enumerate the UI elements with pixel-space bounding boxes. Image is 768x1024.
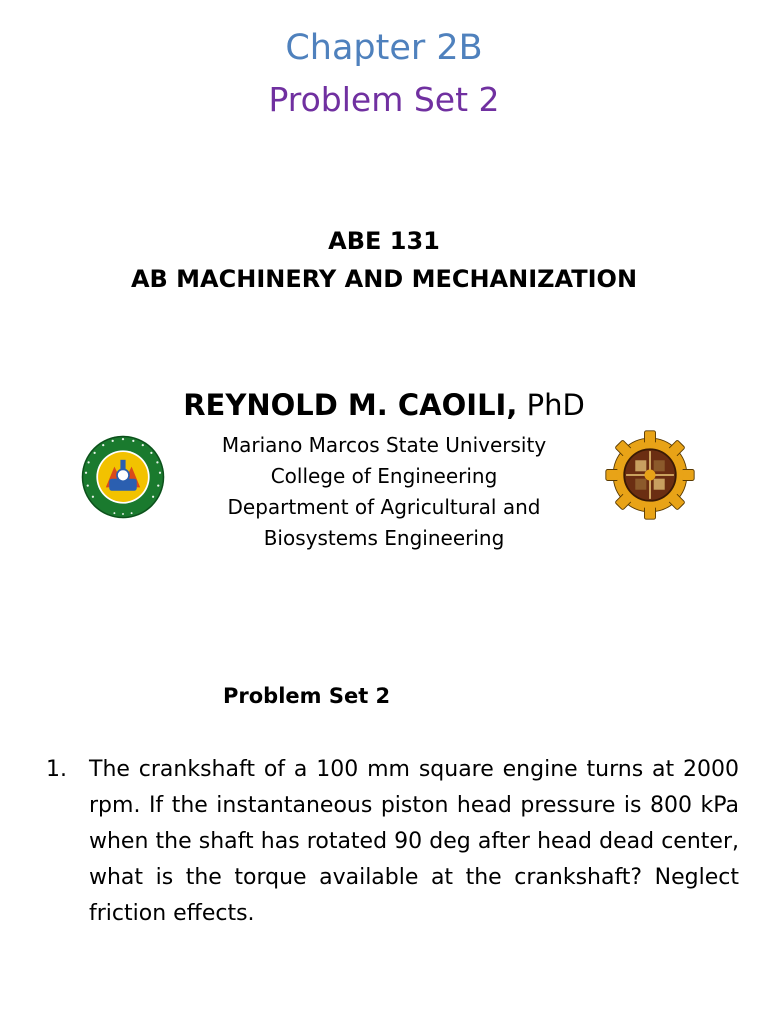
problem-text: The crankshaft of a 100 mm square engine turns at 2000 rpm. If the instantaneous piston head pressure is 800 kPa when the shaft has rotated 90 deg after head dead center, what is the torque available at the crankshaft? Neglect friction effects.: [89, 757, 739, 926]
affiliation-department: Department of Agricultural and: [227, 495, 541, 519]
author-line: [0, 388, 768, 422]
university-seal-icon: [80, 434, 166, 520]
problem-set-title: Problem Set 2: [268, 80, 500, 119]
author-name: REYNOLD M. CAOILI,: [183, 388, 518, 422]
gear-logo-icon: [604, 429, 696, 521]
affiliation-university: Mariano Marcos State University: [221, 433, 547, 457]
chapter-title: Chapter 2B: [285, 28, 483, 68]
course-name: AB MACHINERY AND MECHANIZATION: [130, 265, 638, 293]
problem-number: 1.: [46, 757, 67, 782]
course-code: ABE 131: [328, 227, 440, 255]
problem-set-heading: Problem Set 2: [223, 684, 391, 708]
problem-item: [46, 752, 746, 932]
author-degree: PhD: [517, 388, 585, 422]
affiliation-department-cont: Biosystems Engineering: [263, 526, 505, 550]
affiliation-college: College of Engineering: [270, 464, 498, 488]
